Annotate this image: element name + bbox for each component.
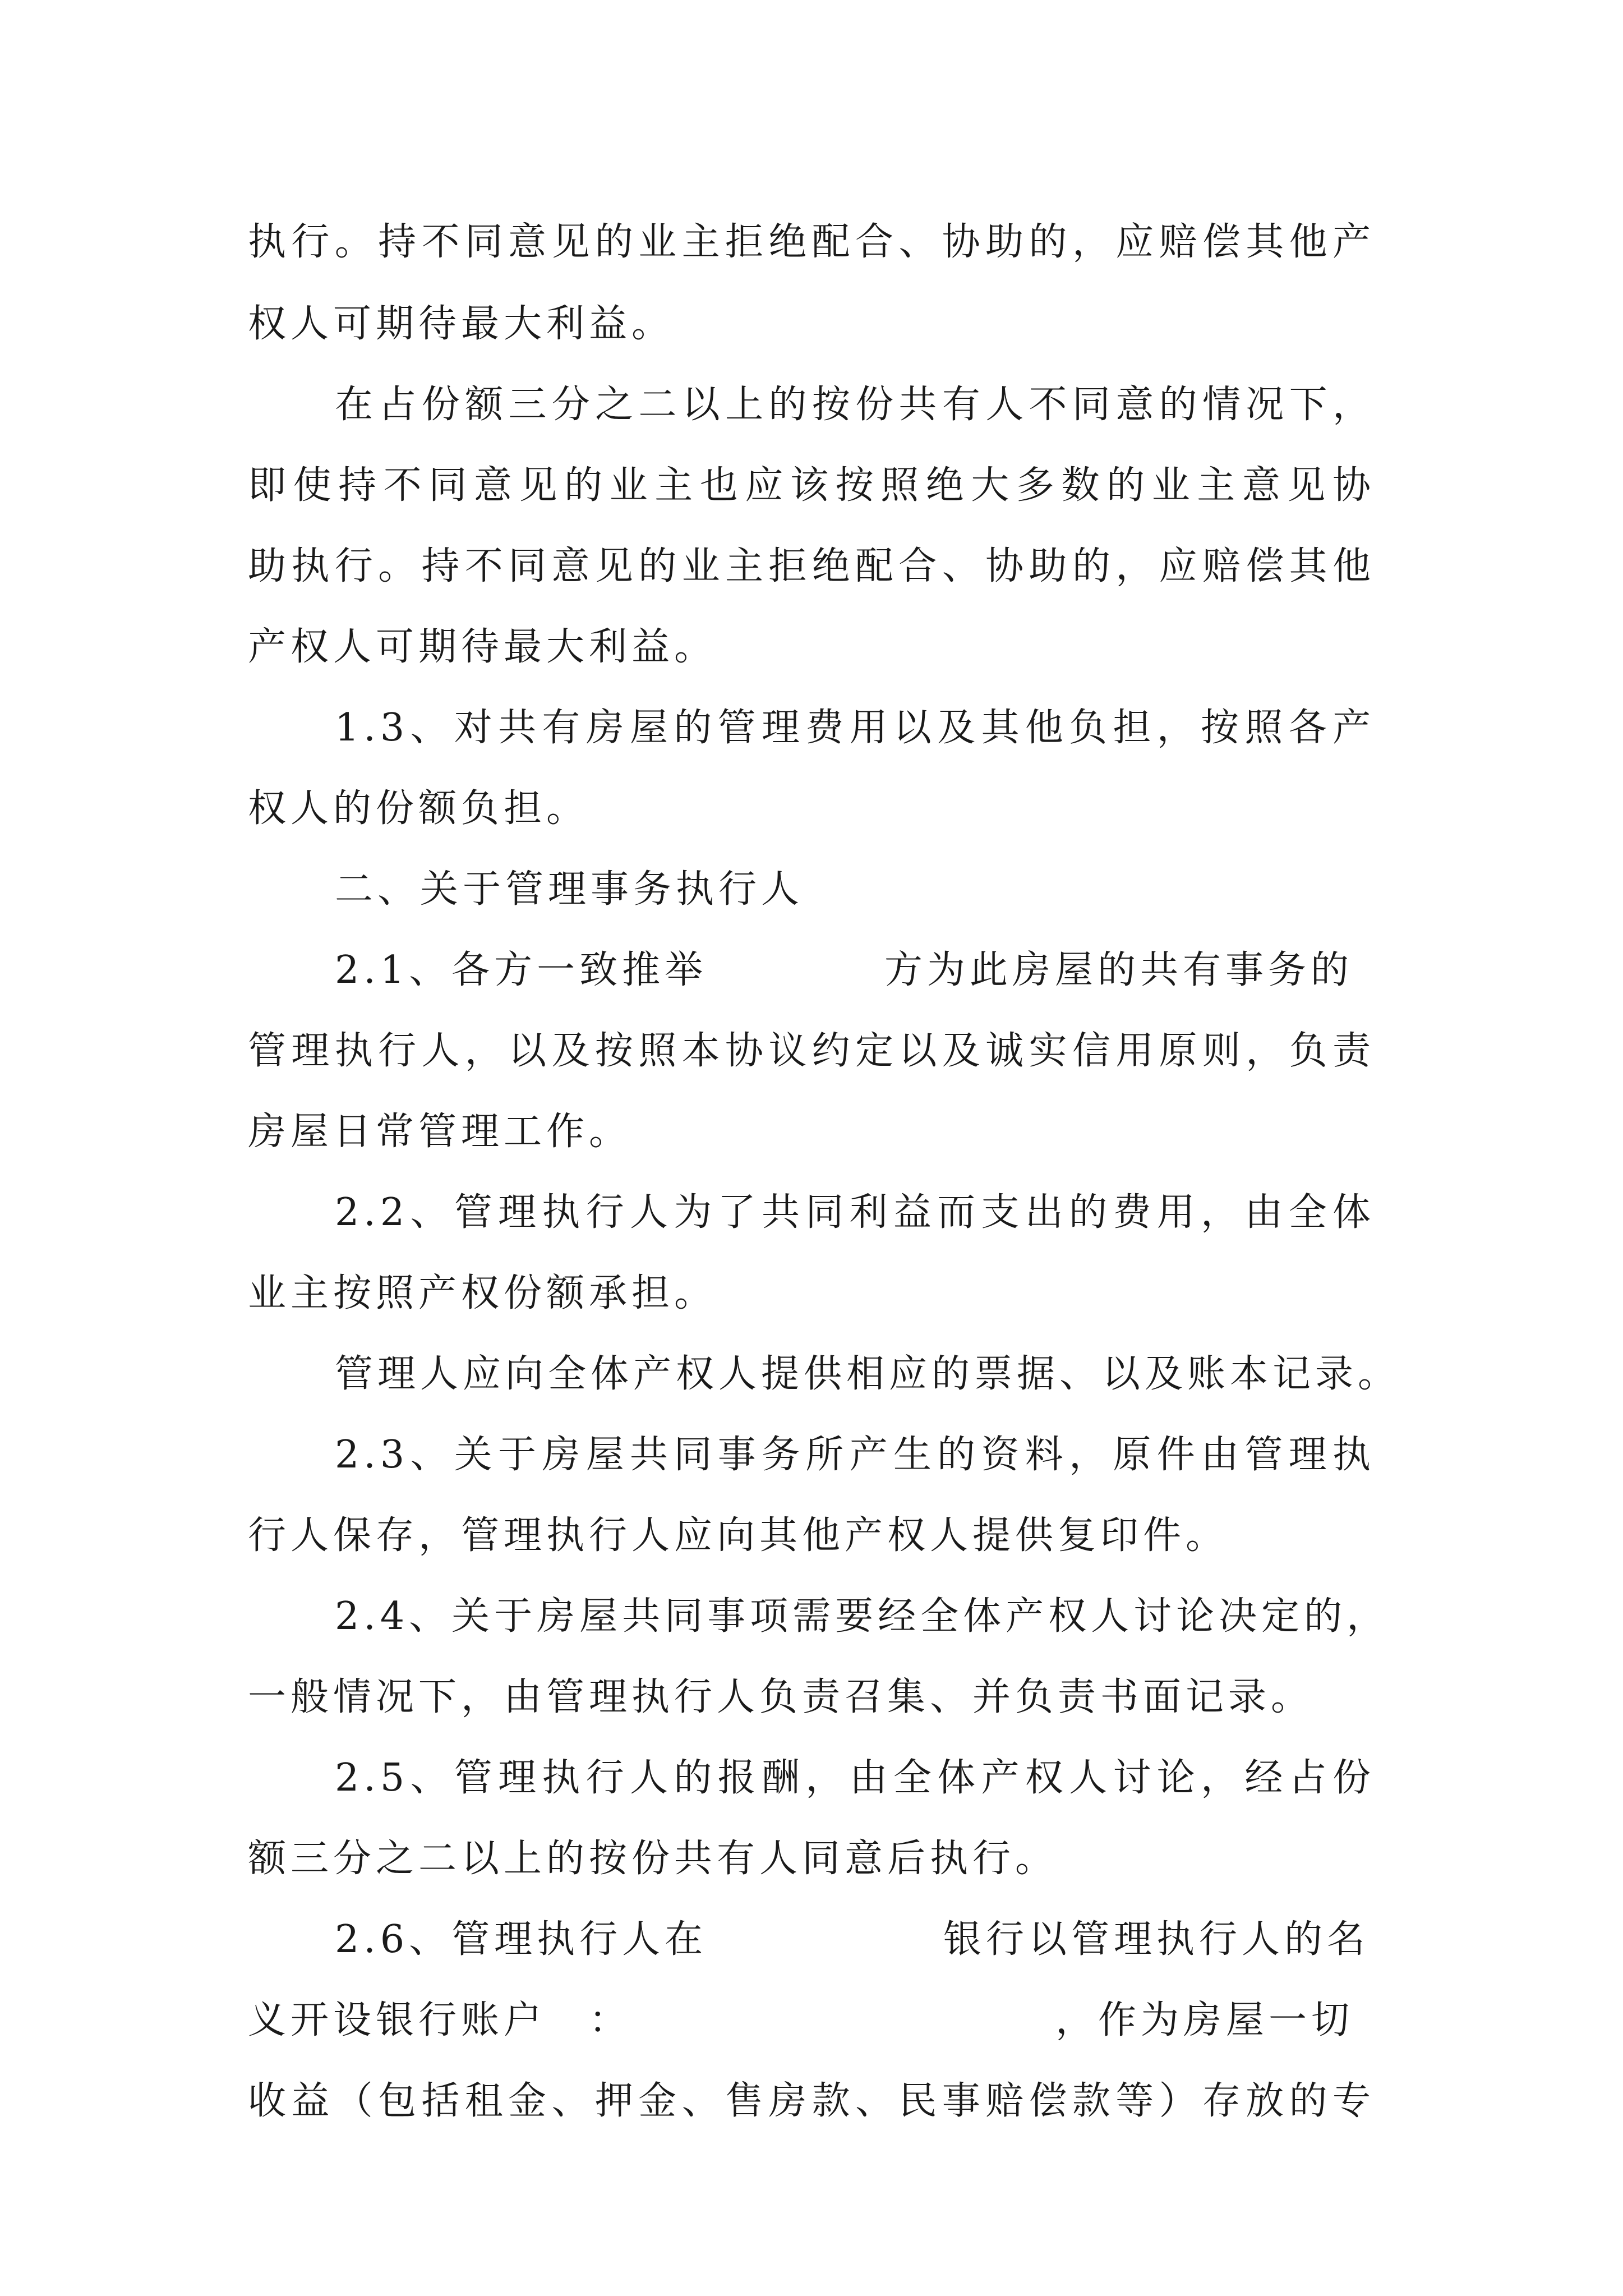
text-line: 执行。持不同意见的业主拒绝配合、协助的，应赔偿其他产	[248, 220, 1375, 264]
text-line: 2.5、管理执行人的报酬，由全体产权人讨论，经占份	[335, 1756, 1375, 1800]
text-line: 2.3、关于房屋共同事务所产生的资料，原件由管理执	[335, 1433, 1375, 1477]
text-line: 产权人可期待最大利益。	[248, 625, 717, 669]
text-line: 1.3、对共有房屋的管理费用以及其他负担，按照各产	[335, 706, 1375, 750]
text-line: 权人可期待最大利益。	[248, 302, 675, 346]
text-segment: 2.1、各方一致推举	[335, 948, 708, 992]
text-line: 2.2、管理执行人为了共同利益而支出的费用，由全体	[335, 1190, 1375, 1235]
text-line-with-blank	[335, 937, 1375, 1004]
text-line: 即使持不同意见的业主也应该按照绝大多数的业主意见协	[248, 463, 1375, 508]
text-line-with-blank	[248, 1987, 1375, 2054]
text-line: 额三分之二以上的按份共有人同意后执行。	[248, 1837, 1058, 1881]
text-segment: 方为此房屋的共有事务的	[884, 948, 1354, 992]
text-line-with-blank	[335, 1906, 1375, 1973]
text-line: 收益（包括租金、押金、售房款、民事赔偿款等）存放的专	[248, 2079, 1375, 2123]
text-line: 业主按照产权份额承担。	[248, 1271, 717, 1315]
section-heading: 二、关于管理事务执行人	[335, 867, 804, 912]
text-line: 在占份额三分之二以上的按份共有人不同意的情况下，	[335, 383, 1375, 427]
text-line: 2.4、关于房屋共同事项需要经全体产权人讨论决定的，	[335, 1594, 1390, 1639]
text-line: 权人的份额负担。	[248, 786, 589, 831]
text-line: 管理执行人，以及按照本协议约定以及诚实信用原则，负责	[248, 1029, 1375, 1073]
text-line: 房屋日常管理工作。	[248, 1110, 632, 1154]
text-line: 一般情况下，由管理执行人负责召集、并负责书面记录。	[248, 1675, 1314, 1719]
text-segment: 2.6、管理执行人在	[335, 1917, 708, 1962]
text-segment: ，作为房屋一切	[1055, 1998, 1354, 2042]
text-line: 助执行。持不同意见的业主拒绝配合、协助的，应赔偿其他	[248, 544, 1375, 588]
text-segment: 银行以管理执行人的名	[943, 1917, 1370, 1962]
text-segment: 义开设银行账户 ：	[248, 1998, 632, 2042]
text-line: 行人保存，管理执行人应向其他产权人提供复印件。	[248, 1513, 1229, 1558]
text-line: 管理人应向全体产权人提供相应的票据、以及账本记录。	[335, 1352, 1401, 1396]
